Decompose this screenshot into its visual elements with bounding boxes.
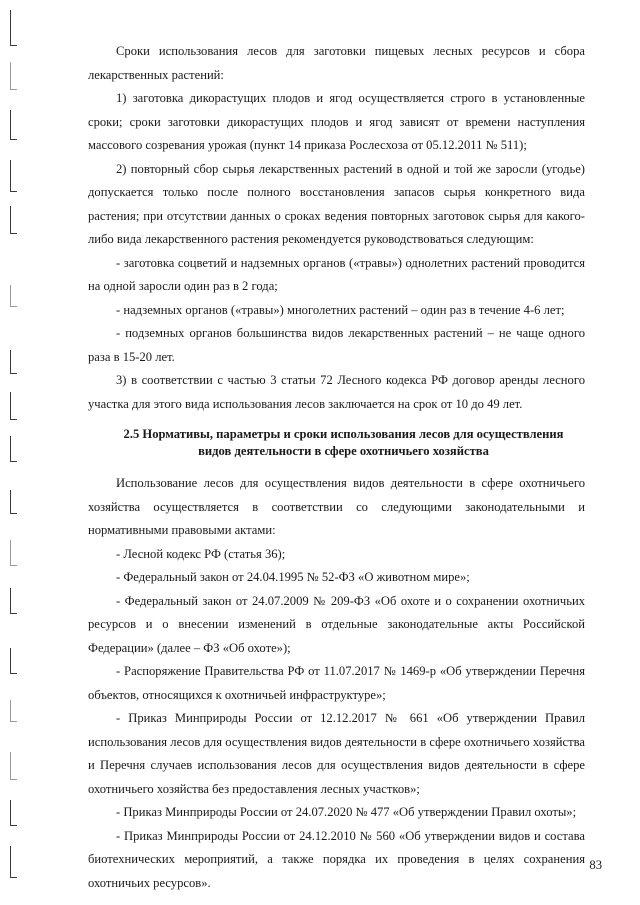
binding-edge-marks — [0, 0, 40, 905]
page-number: 83 — [589, 858, 602, 872]
paragraph-legal-act: - Распоряжение Правительства РФ от 11.07.2017 № 1469-р «Об утверждении Перечня объектов, относящихся к охотничьей инфраструктуре»; — [88, 664, 585, 702]
paragraph-item-2: 2) повторный сбор сырья лекарственных растений в одной и той же заросли (угодье) допускается только после полного восстановления запасов сырья конкретного вида растения; при отсутствии данных о сроках ведения повторных заготовок сырья для какого-либо вида лекарственного растения рекомендуется руководствоваться следующим: — [88, 161, 585, 246]
paragraph-acts-intro: Использование лесов для осуществления видов деятельности в сфере охотничьего хозяйства осуществляется в соответствии со следующими законодательными и нормативными правовыми актами: — [88, 476, 585, 537]
section-heading-line-1: 2.5 Нормативы, параметры и сроки использования лесов для осуществления — [123, 427, 564, 441]
binding-mark — [10, 700, 18, 722]
paragraph-bullet: - надземных органов («травы») многолетних растений – один раз в течение 4-6 лет; — [116, 302, 565, 317]
binding-mark — [10, 350, 18, 374]
paragraph-legal-act: - Приказ Минприроды России от 24.07.2020 № 477 «Об утверждении Правил охоты»; — [116, 805, 577, 819]
binding-mark — [10, 588, 18, 614]
binding-mark — [10, 206, 18, 234]
paragraph-intro: Сроки использования лесов для заготовки пищевых лесных ресурсов и сбора лекарственных растений: — [88, 44, 585, 82]
binding-mark — [10, 846, 18, 878]
binding-mark — [10, 285, 18, 307]
paragraph-bullet: - подземных органов большинства видов лекарственных растений – не чаще одного раза в 15-20 лет. — [88, 326, 585, 364]
paragraph-item-3: 3) в соответствии с частью 3 статьи 72 Лесного кодекса РФ договор аренды лесного участка для этого вида использования лесов заключается на срок от 10 до 49 лет. — [88, 373, 585, 411]
binding-mark — [10, 160, 18, 192]
paragraph-legal-act: - Приказ Минприроды России от 12.12.2017 № 661 «Об утверждении Правил использования лесов для осуществления видов деятельности в сфере охотничьего хозяйства и Перечня случаев использования лесов для осуществления видов деятельности в сфере охотничьего хозяйства без предоставления лесных участков»; — [88, 711, 585, 796]
paragraph-legal-act: - Приказ Минприроды России от 24.12.2010 № 560 «Об утверждении видов и состава биотехнических мероприятий, а также порядка их проведения в целях сохранения охотничьих ресурсов». — [88, 828, 585, 890]
paragraph-legal-act: - Федеральный закон от 24.04.1995 № 52-ФЗ «О животном мире»; — [116, 570, 470, 584]
binding-mark — [10, 540, 18, 566]
section-heading-line-2: видов деятельности в сфере охотничьего хозяйства — [198, 444, 489, 458]
binding-mark — [10, 752, 18, 780]
paragraph-item-1: 1) заготовка дикорастущих плодов и ягод осуществляется строго в установленные сроки; сроки заготовки дикорастущих плодов и ягод зависят от времени наступления массового созревания урожая (пункт 14 приказа Рослесхоза от 05.12.2011 № 511); — [88, 91, 585, 152]
section-heading — [88, 426, 585, 460]
binding-mark — [10, 436, 18, 462]
binding-mark — [10, 62, 18, 90]
paragraph-legal-act: - Лесной кодекс РФ (статья 36); — [116, 546, 286, 561]
binding-mark — [10, 648, 18, 674]
paragraph-bullet: - заготовка соцветий и надземных органов («травы») однолетних растений проводится на одной заросли один раз в 2 года; — [88, 255, 585, 293]
paragraph-legal-act: - Федеральный закон от 24.07.2009 № 209-ФЗ «Об охоте и о сохранении охотничьих ресурсов и о внесении изменений в отдельные законодательные акты Российской Федерации» (далее – ФЗ «Об охоте»); — [88, 593, 585, 655]
binding-mark — [10, 490, 18, 514]
document-page — [88, 40, 585, 895]
binding-mark — [10, 800, 18, 826]
binding-mark — [10, 392, 18, 420]
binding-mark — [10, 10, 18, 46]
binding-mark — [10, 110, 18, 140]
